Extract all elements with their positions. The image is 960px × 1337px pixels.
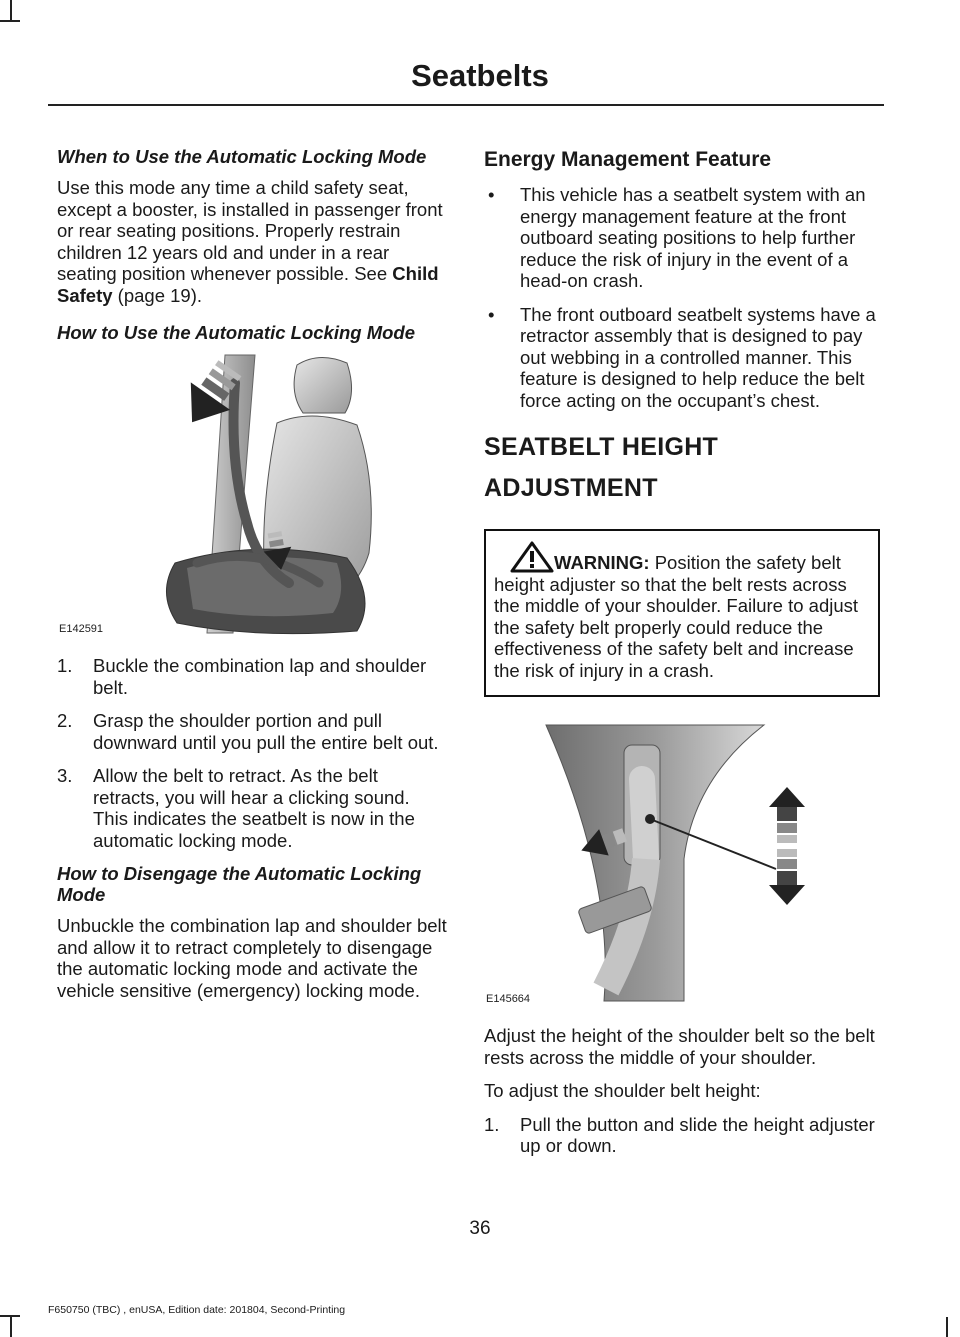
list-item [484,1114,880,1157]
height-adjuster-illustration [484,719,880,1009]
left-column [57,146,447,1013]
locking-steps [57,655,447,851]
page-number: 36 [469,1218,491,1239]
when-body-page-ref: (page 19). [112,284,203,306]
step-text: Allow the belt to retract. As the belt retracts, you will hear a clicking sound. This indicates the seatbelt is now in the automatic locking mode. [93,765,415,851]
warning-label: WARNING: [554,552,650,573]
bullet-text: This vehicle has a seatbelt system with an energy management feature at the front outboard seating positions to help further reduce the risk of injury in the event of a head-on crash. [520,184,866,291]
when-heading: When to Use the Automatic Locking Mode [57,146,427,167]
when-body-text: Use this mode any time a child safety seat, except a booster, is installed in passenger front or rear seating positions. Properly restrain children 12 years old and under in a rear seating position whenever possible. See [57,177,443,284]
bullet-mark: • [488,303,495,325]
right-column [484,146,880,1169]
warning-text: Position the safety belt height adjuster so that the belt rests across the middle of your shoulder. Failure to adjust the safety belt properly could reduce the effectiveness of the safety belt and increase the risk of injury in a crash. [494,552,859,681]
how-heading: How to Use the Automatic Locking Mode [57,322,416,343]
crop-mark [0,1315,20,1317]
adjust-body: Adjust the height of the shoulder belt so the belt rests across the middle of your shoulder. [484,1025,875,1068]
crop-mark [946,1317,948,1337]
step-number: 1. [484,1113,500,1135]
warning-triangle-icon [510,541,554,573]
disengage-heading: How to Disengage the Automatic Locking Mode [57,863,422,905]
disengage-body: Unbuckle the combination lap and shoulder belt and allow it to retract completely to disengage the automatic locking mode and activate the vehicle sensitive (emergency) locking mode. [57,915,447,1001]
step-number: 2. [57,710,73,731]
step-number: 3. [57,765,73,786]
height-adjuster-figure [484,719,880,1009]
step-text: Buckle the combination lap and shoulder belt. [93,655,427,698]
step-text: Grasp the shoulder portion and pull downward until you pull the entire belt out. [93,710,439,753]
crop-mark [0,20,20,22]
figure-code: E142591 [59,623,104,635]
energy-heading: Energy Management Feature [484,148,772,171]
list-item [484,184,880,292]
adjust-intro: To adjust the shoulder belt height: [484,1080,761,1101]
crop-mark [10,1317,12,1337]
edition-info: F650750 (TBC) , enUSA, Edition date: 201804, Second-Printing [48,1304,346,1316]
when-body [57,177,447,306]
bullet-text: The front outboard seatbelt systems have a retractor assembly that is designed to pay out webbing in a controlled manner. This feature is designed to help reduce the belt force acting on the occupant’s chest. [520,303,876,411]
list-item [57,655,447,698]
step-number: 1. [57,655,73,676]
child-safety-link[interactable]: Child Safety [57,263,439,306]
page-title: Seatbelts [411,58,549,93]
seat-figure [57,353,447,639]
step-text: Pull the button and slide the height adjuster up or down. [520,1113,875,1156]
energy-bullets [484,184,880,411]
list-item [484,304,880,412]
bullet-mark: • [488,184,495,205]
adjust-steps [484,1114,880,1157]
figure-code: E145664 [486,993,531,1005]
section-heading: ADJUSTMENT [484,474,658,502]
crop-mark [10,0,12,20]
list-item [57,765,447,851]
warning-text-block [494,541,870,681]
header-divider [48,104,884,106]
warning-box [484,529,880,697]
section-heading: SEATBELT HEIGHT [484,433,719,461]
seat-illustration [57,353,447,639]
list-item [57,710,447,753]
